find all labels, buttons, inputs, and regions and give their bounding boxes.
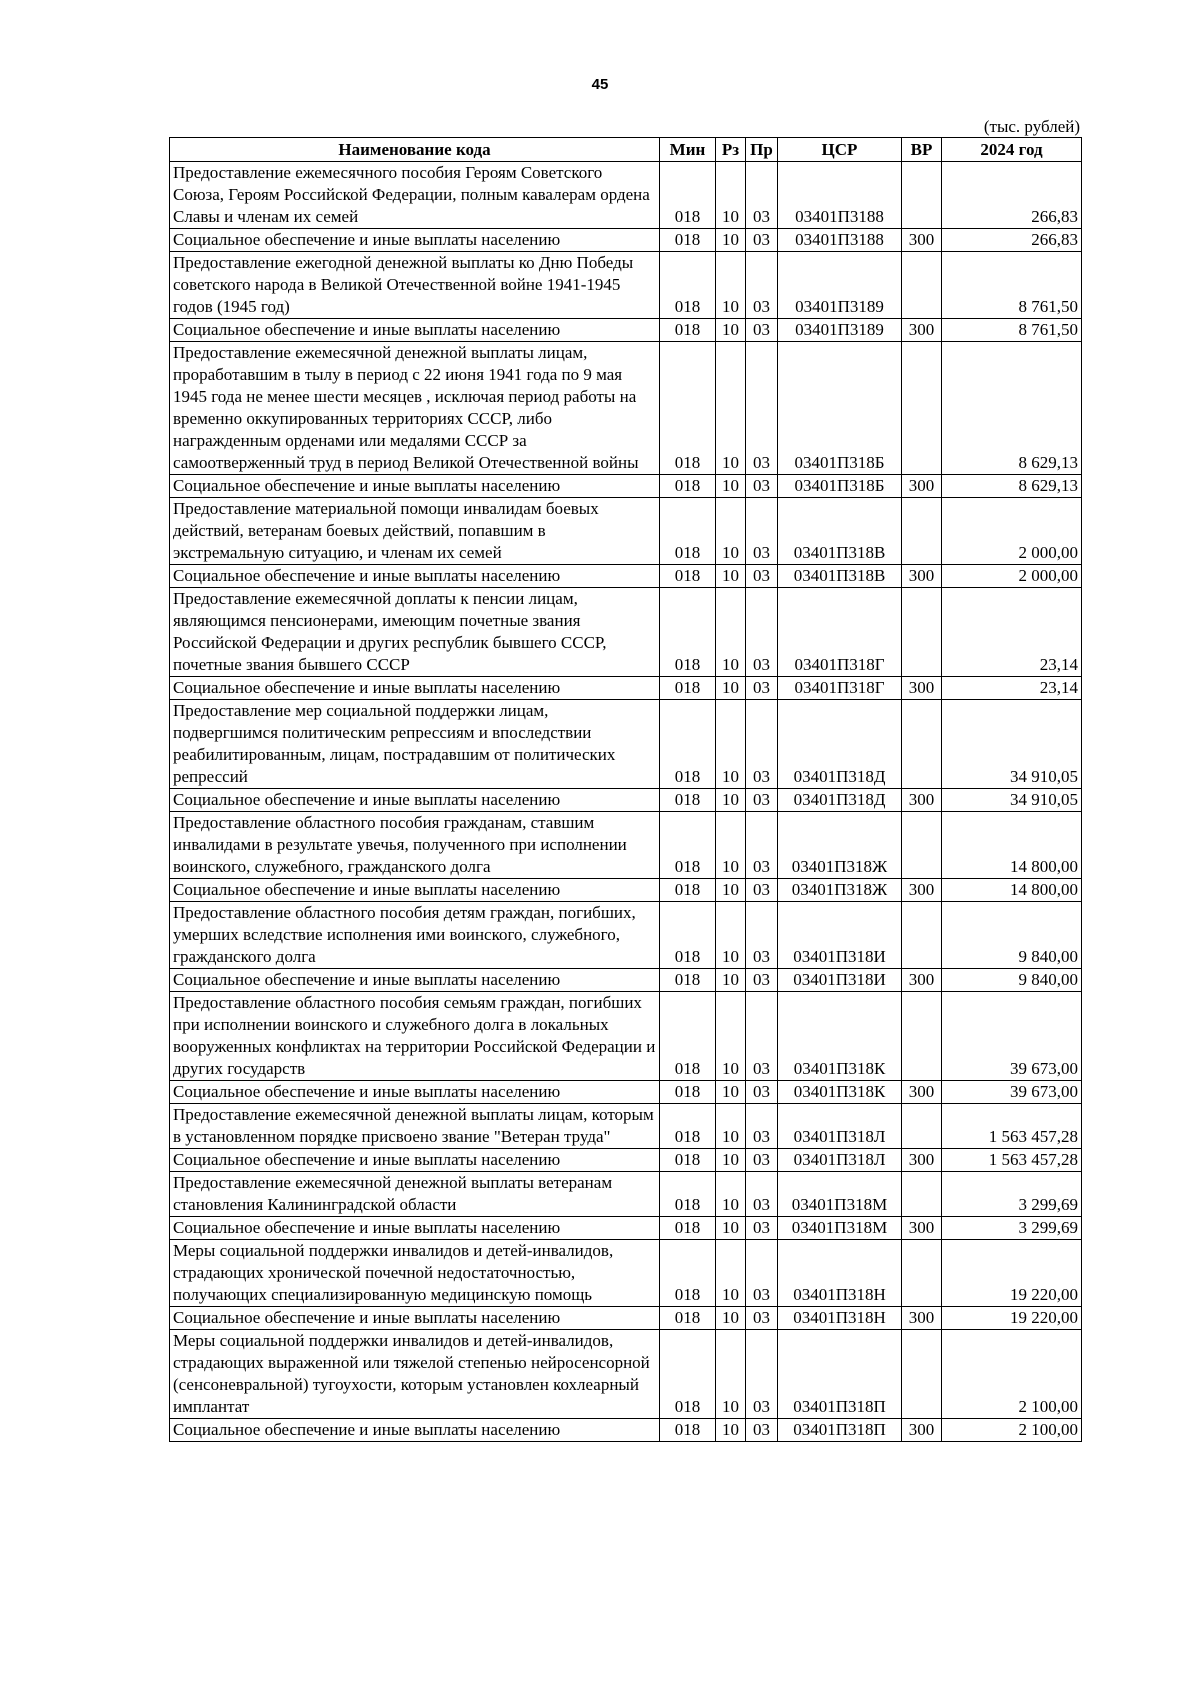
cell-amount: 8 629,13 — [942, 342, 1082, 475]
cell-vr — [902, 902, 942, 969]
cell-min: 018 — [660, 229, 716, 252]
cell-csr: 03401П318В — [778, 565, 902, 588]
cell-csr: 03401П318К — [778, 1081, 902, 1104]
table-row — [170, 789, 1082, 812]
cell-name: Социальное обеспечение и иные выплаты населению — [170, 1307, 660, 1330]
cell-vr — [902, 342, 942, 475]
cell-name: Социальное обеспечение и иные выплаты населению — [170, 789, 660, 812]
cell-rz: 10 — [716, 1217, 746, 1240]
cell-csr: 03401П3188 — [778, 229, 902, 252]
table-row — [170, 969, 1082, 992]
cell-rz: 10 — [716, 342, 746, 475]
cell-vr: 300 — [902, 789, 942, 812]
cell-vr: 300 — [902, 1081, 942, 1104]
cell-pr: 03 — [746, 969, 778, 992]
cell-min: 018 — [660, 677, 716, 700]
cell-min: 018 — [660, 700, 716, 789]
cell-csr: 03401П318И — [778, 969, 902, 992]
cell-name: Предоставление ежемесячной денежной выплаты лицам, проработавшим в тылу в период с 22 июня 1941 года по 9 мая 1945 года не менее шести месяцев , исключая период работы на временно оккупированных территориях СССР, либо награжденным орденами или медалями СССР за самоотверженный труд в период Великой Отечественной войны — [170, 342, 660, 475]
cell-rz: 10 — [716, 229, 746, 252]
cell-pr: 03 — [746, 498, 778, 565]
cell-name: Социальное обеспечение и иные выплаты населению — [170, 879, 660, 902]
table-row — [170, 1217, 1082, 1240]
cell-csr: 03401П318Н — [778, 1240, 902, 1307]
cell-csr: 03401П318Г — [778, 677, 902, 700]
cell-vr: 300 — [902, 1149, 942, 1172]
cell-amount: 39 673,00 — [942, 992, 1082, 1081]
cell-min: 018 — [660, 969, 716, 992]
table-row — [170, 565, 1082, 588]
table-row — [170, 162, 1082, 229]
cell-rz: 10 — [716, 1240, 746, 1307]
cell-vr — [902, 1104, 942, 1149]
cell-vr: 300 — [902, 319, 942, 342]
cell-vr — [902, 1330, 942, 1419]
cell-amount: 1 563 457,28 — [942, 1149, 1082, 1172]
cell-rz: 10 — [716, 1419, 746, 1442]
table-row — [170, 1330, 1082, 1419]
cell-pr: 03 — [746, 588, 778, 677]
cell-pr: 03 — [746, 1081, 778, 1104]
cell-pr: 03 — [746, 1330, 778, 1419]
cell-name: Предоставление ежемесячной доплаты к пенсии лицам, являющимся пенсионерами, имеющим почетные звания Российской Федерации и других республик бывшего СССР, почетные звания бывшего СССР — [170, 588, 660, 677]
cell-amount: 2 000,00 — [942, 565, 1082, 588]
cell-pr: 03 — [746, 1419, 778, 1442]
cell-amount: 39 673,00 — [942, 1081, 1082, 1104]
units-label: (тыс. рублей) — [983, 117, 1080, 136]
cell-pr: 03 — [746, 252, 778, 319]
cell-rz: 10 — [716, 588, 746, 677]
cell-csr: 03401П318Д — [778, 700, 902, 789]
budget-table — [169, 137, 1082, 1442]
cell-csr: 03401П318Б — [778, 342, 902, 475]
cell-csr: 03401П318Ж — [778, 812, 902, 879]
cell-rz: 10 — [716, 1172, 746, 1217]
cell-pr: 03 — [746, 700, 778, 789]
table-row — [170, 1104, 1082, 1149]
cell-rz: 10 — [716, 879, 746, 902]
cell-pr: 03 — [746, 677, 778, 700]
table-row — [170, 677, 1082, 700]
cell-name: Предоставление материальной помощи инвалидам боевых действий, ветеранам боевых действий, попавшим в экстремальную ситуацию, и членам их семей — [170, 498, 660, 565]
cell-amount: 14 800,00 — [942, 812, 1082, 879]
cell-csr: 03401П3189 — [778, 252, 902, 319]
cell-vr — [902, 252, 942, 319]
cell-pr: 03 — [746, 1307, 778, 1330]
cell-vr — [902, 812, 942, 879]
table-row — [170, 498, 1082, 565]
header-csr: ЦСР — [778, 138, 902, 162]
cell-name: Социальное обеспечение и иные выплаты населению — [170, 319, 660, 342]
cell-rz: 10 — [716, 902, 746, 969]
table-row — [170, 992, 1082, 1081]
cell-min: 018 — [660, 1307, 716, 1330]
cell-name: Социальное обеспечение и иные выплаты населению — [170, 565, 660, 588]
cell-vr: 300 — [902, 1217, 942, 1240]
table-row — [170, 902, 1082, 969]
cell-min: 018 — [660, 1217, 716, 1240]
cell-pr: 03 — [746, 812, 778, 879]
table-row — [170, 588, 1082, 677]
cell-rz: 10 — [716, 992, 746, 1081]
cell-pr: 03 — [746, 992, 778, 1081]
cell-vr: 300 — [902, 677, 942, 700]
table-row — [170, 812, 1082, 879]
cell-amount: 3 299,69 — [942, 1172, 1082, 1217]
cell-name: Меры социальной поддержки инвалидов и детей-инвалидов, страдающих хронической почечной недостаточностью, получающих специализированную медицинскую помощь — [170, 1240, 660, 1307]
cell-rz: 10 — [716, 969, 746, 992]
cell-pr: 03 — [746, 902, 778, 969]
cell-amount: 34 910,05 — [942, 789, 1082, 812]
cell-name: Социальное обеспечение и иные выплаты населению — [170, 475, 660, 498]
cell-name: Предоставление ежемесячной денежной выплаты ветеранам становления Калининградской области — [170, 1172, 660, 1217]
header-vr: ВР — [902, 138, 942, 162]
cell-name: Предоставление ежегодной денежной выплаты ко Дню Победы советского народа в Великой Отечественной войне 1941-1945 годов (1945 год) — [170, 252, 660, 319]
cell-csr: 03401П318Л — [778, 1104, 902, 1149]
cell-vr: 300 — [902, 229, 942, 252]
cell-vr: 300 — [902, 969, 942, 992]
header-min: Мин — [660, 138, 716, 162]
cell-name: Социальное обеспечение и иные выплаты населению — [170, 969, 660, 992]
cell-rz: 10 — [716, 789, 746, 812]
cell-name: Предоставление областного пособия детям граждан, погибших, умерших вследствие исполнения ими воинского, служебного, гражданского долга — [170, 902, 660, 969]
cell-csr: 03401П318К — [778, 992, 902, 1081]
cell-csr: 03401П318Г — [778, 588, 902, 677]
cell-csr: 03401П318Д — [778, 789, 902, 812]
cell-name: Социальное обеспечение и иные выплаты населению — [170, 229, 660, 252]
cell-amount: 8 761,50 — [942, 252, 1082, 319]
cell-csr: 03401П318П — [778, 1419, 902, 1442]
cell-min: 018 — [660, 498, 716, 565]
cell-min: 018 — [660, 475, 716, 498]
cell-amount: 8 761,50 — [942, 319, 1082, 342]
cell-rz: 10 — [716, 1149, 746, 1172]
table-row — [170, 1149, 1082, 1172]
cell-csr: 03401П318Б — [778, 475, 902, 498]
cell-amount: 19 220,00 — [942, 1240, 1082, 1307]
cell-csr: 03401П318Н — [778, 1307, 902, 1330]
cell-rz: 10 — [716, 812, 746, 879]
cell-amount: 2 100,00 — [942, 1330, 1082, 1419]
cell-name: Социальное обеспечение и иные выплаты населению — [170, 1217, 660, 1240]
cell-min: 018 — [660, 1149, 716, 1172]
header-pr: Пр — [746, 138, 778, 162]
cell-min: 018 — [660, 319, 716, 342]
cell-pr: 03 — [746, 162, 778, 229]
cell-vr — [902, 1172, 942, 1217]
cell-rz: 10 — [716, 1081, 746, 1104]
cell-name: Меры социальной поддержки инвалидов и детей-инвалидов, страдающих выраженной или тяжелой степенью нейросенсорной (сенсоневральной) тугоухости, которым установлен кохлеарный имплантат — [170, 1330, 660, 1419]
cell-vr: 300 — [902, 565, 942, 588]
cell-min: 018 — [660, 162, 716, 229]
cell-csr: 03401П318М — [778, 1172, 902, 1217]
cell-amount: 2 000,00 — [942, 498, 1082, 565]
cell-rz: 10 — [716, 252, 746, 319]
table-row — [170, 1307, 1082, 1330]
header-name: Наименование кода — [170, 138, 660, 162]
cell-name: Предоставление ежемесячного пособия Героям Советского Союза, Героям Российской Федерации, полным кавалерам ордена Славы и членам их семей — [170, 162, 660, 229]
cell-min: 018 — [660, 812, 716, 879]
cell-csr: 03401П3188 — [778, 162, 902, 229]
cell-vr — [902, 498, 942, 565]
cell-vr: 300 — [902, 1419, 942, 1442]
cell-rz: 10 — [716, 1330, 746, 1419]
cell-pr: 03 — [746, 879, 778, 902]
table-header-row — [170, 138, 1082, 162]
cell-amount: 19 220,00 — [942, 1307, 1082, 1330]
cell-csr: 03401П318И — [778, 902, 902, 969]
cell-pr: 03 — [746, 342, 778, 475]
cell-vr — [902, 588, 942, 677]
header-rz: Рз — [716, 138, 746, 162]
cell-name: Социальное обеспечение и иные выплаты населению — [170, 677, 660, 700]
cell-min: 018 — [660, 1104, 716, 1149]
table-row — [170, 1172, 1082, 1217]
cell-csr: 03401П318Л — [778, 1149, 902, 1172]
table-row — [170, 1419, 1082, 1442]
cell-rz: 10 — [716, 162, 746, 229]
cell-name: Предоставление ежемесячной денежной выплаты лицам, которым в установленном порядке присвоено звание "Ветеран труда" — [170, 1104, 660, 1149]
cell-pr: 03 — [746, 1217, 778, 1240]
cell-pr: 03 — [746, 789, 778, 812]
cell-vr — [902, 162, 942, 229]
cell-vr: 300 — [902, 475, 942, 498]
cell-vr — [902, 992, 942, 1081]
cell-name: Предоставление мер социальной поддержки лицам, подвергшимся политическим репрессиям и впоследствии реабилитированным, лицам, пострадавшим от политических репрессий — [170, 700, 660, 789]
cell-amount: 1 563 457,28 — [942, 1104, 1082, 1149]
cell-pr: 03 — [746, 1149, 778, 1172]
table-body — [170, 162, 1082, 1442]
cell-vr — [902, 700, 942, 789]
cell-amount: 9 840,00 — [942, 969, 1082, 992]
cell-pr: 03 — [746, 565, 778, 588]
cell-min: 018 — [660, 342, 716, 475]
cell-name: Предоставление областного пособия гражданам, ставшим инвалидами в результате увечья, полученного при исполнении воинского, служебного, гражданского долга — [170, 812, 660, 879]
cell-rz: 10 — [716, 319, 746, 342]
cell-rz: 10 — [716, 1307, 746, 1330]
cell-pr: 03 — [746, 1172, 778, 1217]
cell-min: 018 — [660, 789, 716, 812]
cell-min: 018 — [660, 1240, 716, 1307]
cell-min: 018 — [660, 252, 716, 319]
cell-pr: 03 — [746, 229, 778, 252]
cell-rz: 10 — [716, 700, 746, 789]
cell-amount: 2 100,00 — [942, 1419, 1082, 1442]
cell-min: 018 — [660, 992, 716, 1081]
cell-amount: 266,83 — [942, 162, 1082, 229]
cell-csr: 03401П3189 — [778, 319, 902, 342]
cell-amount: 3 299,69 — [942, 1217, 1082, 1240]
table-row — [170, 475, 1082, 498]
cell-name: Социальное обеспечение и иные выплаты населению — [170, 1149, 660, 1172]
cell-min: 018 — [660, 902, 716, 969]
page-number: 45 — [591, 76, 609, 93]
cell-csr: 03401П318В — [778, 498, 902, 565]
table-row — [170, 879, 1082, 902]
cell-pr: 03 — [746, 475, 778, 498]
cell-amount: 9 840,00 — [942, 902, 1082, 969]
cell-amount: 23,14 — [942, 588, 1082, 677]
cell-min: 018 — [660, 588, 716, 677]
cell-min: 018 — [660, 1081, 716, 1104]
cell-amount: 266,83 — [942, 229, 1082, 252]
table-row — [170, 229, 1082, 252]
cell-csr: 03401П318Ж — [778, 879, 902, 902]
cell-pr: 03 — [746, 319, 778, 342]
cell-amount: 23,14 — [942, 677, 1082, 700]
cell-name: Социальное обеспечение и иные выплаты населению — [170, 1081, 660, 1104]
header-amount: 2024 год — [942, 138, 1082, 162]
cell-pr: 03 — [746, 1240, 778, 1307]
cell-csr: 03401П318П — [778, 1330, 902, 1419]
cell-vr: 300 — [902, 1307, 942, 1330]
cell-rz: 10 — [716, 1104, 746, 1149]
cell-csr: 03401П318М — [778, 1217, 902, 1240]
table-row — [170, 1081, 1082, 1104]
table-row — [170, 700, 1082, 789]
cell-amount: 34 910,05 — [942, 700, 1082, 789]
table-row — [170, 342, 1082, 475]
cell-min: 018 — [660, 1419, 716, 1442]
cell-rz: 10 — [716, 498, 746, 565]
cell-name: Социальное обеспечение и иные выплаты населению — [170, 1419, 660, 1442]
cell-min: 018 — [660, 565, 716, 588]
cell-min: 018 — [660, 1330, 716, 1419]
table-row — [170, 252, 1082, 319]
cell-rz: 10 — [716, 475, 746, 498]
cell-rz: 10 — [716, 677, 746, 700]
cell-vr — [902, 1240, 942, 1307]
cell-min: 018 — [660, 1172, 716, 1217]
table-row — [170, 1240, 1082, 1307]
cell-amount: 14 800,00 — [942, 879, 1082, 902]
cell-min: 018 — [660, 879, 716, 902]
table-row — [170, 319, 1082, 342]
cell-amount: 8 629,13 — [942, 475, 1082, 498]
cell-rz: 10 — [716, 565, 746, 588]
cell-name: Предоставление областного пособия семьям граждан, погибших при исполнении воинского и служебного долга в локальных вооруженных конфликтах на территории Российской Федерации и других государств — [170, 992, 660, 1081]
cell-vr: 300 — [902, 879, 942, 902]
cell-pr: 03 — [746, 1104, 778, 1149]
